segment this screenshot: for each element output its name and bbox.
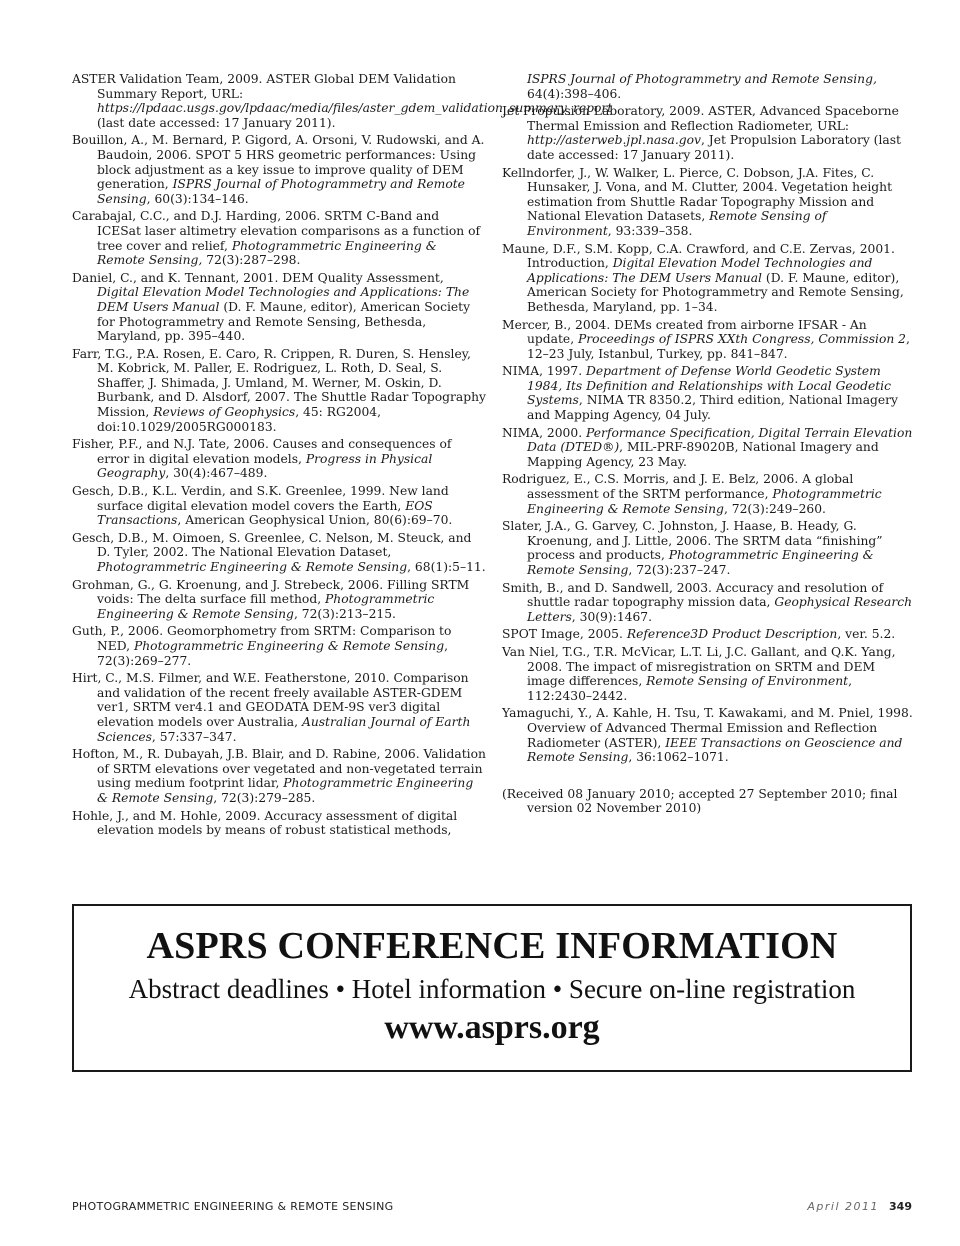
reference-entry	[502, 519, 914, 577]
reference-text: Fisher, P.F., and N.J. Tate, 2006. Causes and consequences of error in digital elevation models,	[72, 437, 452, 466]
reference-text: ASTER Validation Team, 2009. ASTER Global DEM Validation Summary Report, URL:	[72, 72, 456, 101]
reference-entry	[502, 472, 914, 516]
reference-text: SPOT Image, 2005.	[502, 627, 627, 642]
reference-details: (D. F. Maune, editor), American Society for Photogrammetry and Remote Sensing, Bethesda, Maryland, pp. 395–440.	[97, 299, 471, 344]
reference-entry	[72, 437, 486, 481]
reference-text: Mercer, B., 2004. DEMs created from airborne IFSAR - An update,	[502, 317, 867, 347]
reference-details: , MIL-PRF-89020B, National Imagery and Mapping Agency, 23 May.	[527, 440, 879, 469]
journal-name: PHOTOGRAMMETRIC ENGINEERING & REMOTE SENSING	[72, 1200, 394, 1213]
reference-details: , 72(3):237–247.	[628, 563, 731, 577]
reference-details: 72(3):287–298.	[202, 253, 301, 268]
reference-entry	[502, 645, 914, 703]
reference-text: Bouillon, A., M. Bernard, P. Gigord, A. Orsoni, V. Rudowski, and A. Baudoin, 2006. SPOT 5 HRS geometric performances: Using block adjustment as a key issue to improve quality of DEM generation,	[72, 133, 485, 192]
reference-details: , ver. 5.2.	[837, 627, 896, 642]
reference-text: Guth, P., 2006. Geomorphometry from SRTM: Comparison to NED,	[72, 624, 452, 653]
reference-text: Rodriguez, E., C.S. Morris, and J. E. Belz, 2006. A global assessment of the SRTM performance,	[502, 472, 854, 502]
reference-continuation	[502, 72, 914, 101]
reference-source: Geophysical Research Letters	[527, 595, 913, 624]
reference-source: Department of Defense World Geodetic System 1984, Its Definition and Relationships with Local Geodetic Systems	[527, 364, 891, 408]
reference-entry	[72, 671, 486, 744]
reference-entry	[72, 531, 486, 575]
reference-entry	[502, 581, 914, 625]
reference-text: Gesch, D.B., K.L. Verdin, and S.K. Greenlee, 1999. New land surface digital elevation model covers the Earth,	[72, 484, 449, 513]
reference-source: Reference3D Product Description	[626, 627, 838, 642]
reference-source: Photogrammetric Engineering & Remote Sensing	[97, 560, 408, 574]
ad-title: ASPRS CONFERENCE INFORMATION	[146, 925, 838, 967]
reference-details: , 72(3):279–285.	[213, 790, 316, 805]
reference-entry	[72, 347, 486, 435]
reference-source: Digital Elevation Model Technologies and Applications: The DEM Users Manual	[97, 285, 470, 314]
reference-details: , Jet Propulsion Laboratory (last date accessed: 17 January 2011).	[527, 133, 901, 162]
reference-source: Reviews of Geophysics	[153, 405, 296, 420]
reference-details: , NIMA TR 8350.2, Third edition, National Imagery and Mapping Agency, 04 July.	[527, 393, 898, 423]
reference-text: Hofton, M., R. Dubayah, J.B. Blair, and D. Rabine, 2006. Validation of SRTM elevations over vegetated and non-vegetated terrain using medium footprint lidar,	[72, 747, 486, 791]
reference-text: Grohman, G., G. Kroenung, and J. Strebeck, 2006. Filling SRTM voids: The delta surface fill method,	[72, 577, 470, 607]
reference-details: (last date accessed: 17 January 2011).	[97, 115, 336, 130]
reference-details: 64(4):398–406.	[527, 86, 622, 101]
reference-source: Photogrammetric Engineering & Remote Sensing	[527, 548, 874, 577]
reference-details: , 72(3):249–260.	[723, 501, 826, 516]
reference-text: Hohle, J., and M. Hohle, 2009. Accuracy assessment of digital elevation models by means of robust statistical methods,	[72, 808, 458, 838]
reference-details: , 68(1):5–11.	[407, 560, 486, 574]
reference-source: Photogrammetric Engineering & Remote Sensing	[527, 487, 882, 516]
page-footer	[72, 1200, 912, 1216]
reference-entry	[72, 578, 486, 622]
reference-text: Jet Propulsion Laboratory, 2009. ASTER, Advanced Spaceborne Thermal Emission and Reflection Radiometer, URL:	[502, 104, 899, 133]
reference-text: Slater, J.A., G. Garvey, C. Johnston, J. Haase, B. Heady, G. Kroenung, and J. Little, 2006. The SRTM data “finishing” process and products,	[502, 519, 883, 563]
reference-details: , 30(9):1467.	[571, 609, 653, 624]
reference-details: , 112:2430–2442.	[527, 674, 853, 703]
footer-right	[807, 1200, 912, 1213]
reference-entry	[502, 104, 914, 162]
reference-details: , 72(3):269–277.	[97, 638, 449, 668]
reference-source: Photogrammetric Engineering & Remote Sensing	[97, 776, 474, 805]
reference-entry	[72, 484, 486, 528]
reference-entry	[72, 747, 486, 805]
reference-source: Photogrammetric Engineering & Remote Sensing	[97, 592, 435, 621]
reference-source: EOS Transactions	[97, 498, 433, 528]
issue-date: April 2011	[807, 1200, 880, 1213]
reference-entry	[502, 627, 914, 642]
reference-source: ISPRS Journal of Photogrammetry and Remote Sensing	[97, 177, 465, 206]
reference-text: Farr, T.G., P.A. Rosen, E. Caro, R. Crippen, R. Duren, S. Hensley, M. Kobrick, M. Paller, E. Rodriguez, L. Roth, D. Seal, S. Shaffer, J. Shimada, J. Umland, M. Werner, M. Oskin, D. Burbank, and D. Alsdorf, 2007. The Shuttle Radar Topography Mission,	[72, 346, 486, 420]
reference-entry	[502, 706, 914, 764]
reference-source: http://asterweb.jpl.nasa.gov	[527, 133, 701, 148]
reference-details: , 72(3):213–215.	[293, 606, 396, 621]
reference-details: , 12–23 July, Istanbul, Turkey, pp. 841–847.	[527, 332, 910, 361]
reference-source: Remote Sensing of Environment	[527, 209, 827, 238]
ad-url-link[interactable]: www.asprs.org	[384, 1009, 600, 1046]
reference-entry	[502, 242, 914, 315]
reference-entry	[72, 624, 486, 668]
reference-text: NIMA, 1997.	[502, 364, 587, 379]
reference-entry	[72, 133, 486, 206]
reference-source: IEEE Transactions on Geoscience and Remote Sensing	[527, 735, 903, 765]
received-note: (Received 08 January 2010; accepted 27 September 2010; final version 02 November 2010)	[502, 786, 898, 816]
reference-source: ISPRS Journal of Photogrammetry and Remote Sensing,	[527, 72, 877, 86]
reference-text: Smith, B., and D. Sandwell, 2003. Accuracy and resolution of shuttle radar topography mission data,	[502, 580, 884, 610]
reference-text: NIMA, 2000.	[502, 425, 587, 440]
reference-source: Photogrammetric Engineering & Remote Sensing	[133, 638, 445, 653]
reference-source: Digital Elevation Model Technologies and Applications: The DEM Users Manual	[527, 256, 873, 285]
reference-source: Australian Journal of Earth Sciences	[97, 714, 471, 744]
conference-ad-box	[72, 904, 912, 1072]
reference-details: (D. F. Maune, editor), American Society for Photogrammetry and Remote Sensing, Bethesda, Maryland, pp. 1–34.	[527, 270, 904, 314]
reference-details: , 36:1062–1071.	[628, 750, 729, 765]
reference-text: Carabajal, C.C., and D.J. Harding, 2006. SRTM C-Band and ICESat laser altimetry elevation comparisons as a function of tree cover and relief,	[72, 209, 481, 253]
reference-entry	[72, 809, 486, 838]
reference-source: Photogrammetric Engineering & Remote Sensing,	[97, 238, 437, 268]
reference-entry	[502, 318, 914, 362]
reference-text: Daniel, C., and K. Tennant, 2001. DEM Quality Assessment,	[72, 270, 444, 285]
reference-source: Performance Specification, Digital Terrain Elevation Data (DTED®)	[527, 425, 913, 455]
reference-details: , American Geophysical Union, 80(6):69–70.	[177, 513, 453, 528]
reference-text: Yamaguchi, Y., A. Kahle, H. Tsu, T. Kawakami, and M. Pniel, 1998. Overview of Advanced Thermal Emission and Reflection Radiometer (ASTER),	[502, 706, 913, 750]
reference-entry	[72, 209, 486, 267]
reference-details: , 93:339–358.	[607, 223, 693, 238]
reference-source: https://lpdaac.usgs.gov/lpdaac/media/files/aster_gdem_validation_summary_report	[97, 101, 613, 116]
page-number: 349	[889, 1200, 912, 1213]
reference-source: Proceedings of ISPRS XXth Congress, Commission 2	[578, 332, 907, 347]
reference-details: , 30(4):467–489.	[165, 466, 268, 481]
references-right-column	[502, 72, 914, 819]
ad-subtitle: Abstract deadlines • Hotel information • Secure on-line registration	[128, 974, 856, 1004]
reference-text: Hirt, C., M.S. Filmer, and W.E. Featherstone, 2010. Comparison and validation of the recent freely available ASTER-GDEM ver1, SRTM ver4.1 and GEODATA DEM-9S ver3 digital elevation models over Australia,	[72, 671, 469, 729]
reference-text: Gesch, D.B., M. Oimoen, S. Greenlee, C. Nelson, M. Steuck, and D. Tyler, 2002. The National Elevation Dataset,	[72, 530, 472, 560]
reference-entry	[502, 364, 914, 422]
reference-details: , 57:337–347.	[151, 729, 237, 744]
reference-entry	[72, 271, 486, 344]
reference-entry	[502, 166, 914, 239]
reference-source: Progress in Physical Geography	[97, 451, 433, 481]
reference-source: Remote Sensing of Environment	[646, 674, 849, 689]
reference-details: , 60(3):134–146.	[146, 191, 249, 206]
reference-details: , 45: RG2004, doi:10.1029/2005RG000183.	[97, 405, 382, 434]
reference-text: Kellndorfer, J., W. Walker, L. Pierce, C. Dobson, J.A. Fites, C. Hunsaker, J. Vona, and M. Clutter, 2004. Vegetation height estimation from Shuttle Radar Topography Mission and National Elevation Datasets,	[502, 165, 893, 224]
reference-text: Van Niel, T.G., T.R. McVicar, L.T. Li, J.C. Gallant, and Q.K. Yang, 2008. The impact of misregistration on SRTM and DEM image differences,	[502, 644, 896, 689]
reference-entry	[502, 426, 914, 470]
reference-text: Maune, D.F., S.M. Kopp, C.A. Crawford, and C.E. Zervas, 2001. Introduction,	[502, 241, 895, 271]
